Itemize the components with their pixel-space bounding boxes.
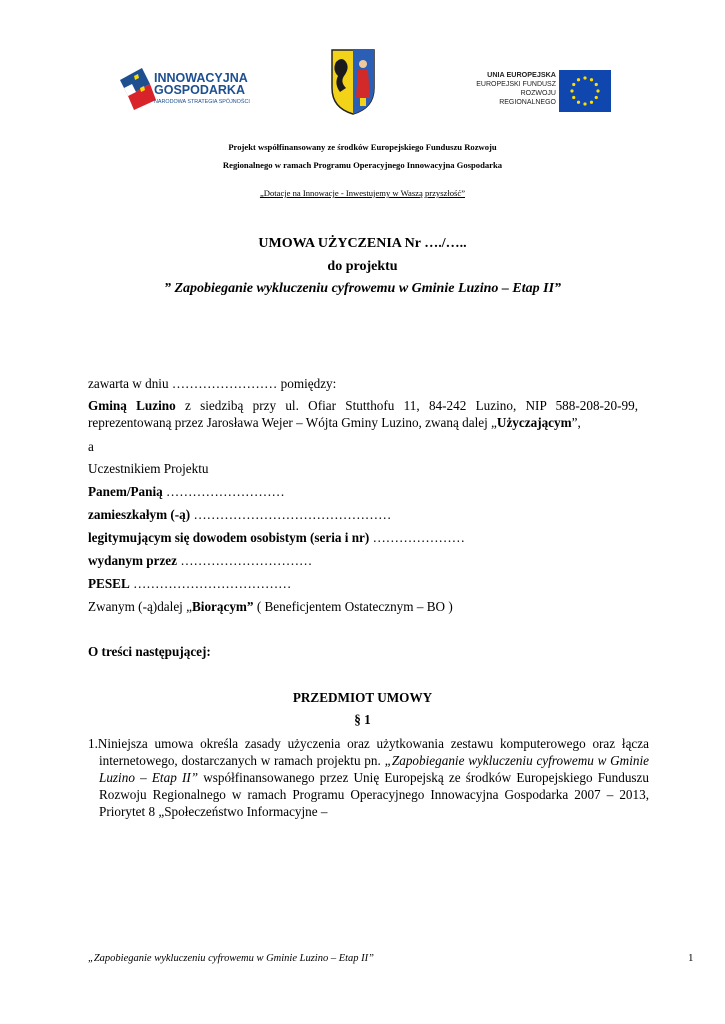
eu-star-icon: [583, 76, 586, 79]
luzino-coat-of-arms: [330, 48, 376, 116]
pesel-field: [88, 575, 638, 592]
gmina-end: ”,: [571, 415, 581, 430]
dowod-label: legitymującym się dowodem osobistym (seria i nr): [88, 530, 370, 545]
paragraph-1-text-a: 1.Niniejsza umowa określa zasady użyczenia oraz użytkowania zestawu komputerowego oraz łącza internetowego, dostarczanych w ramach projektu pn.: [88, 736, 649, 768]
ig-logo-line2: GOSPODARKA: [154, 83, 245, 97]
eu-star-icon: [577, 78, 580, 81]
panem-field: [88, 483, 638, 500]
gmina-name: Gminą Luzino: [88, 398, 176, 413]
wydany-dots: …………………………: [177, 553, 313, 568]
ig-logo-line3: NARODOWA STRATEGIA SPÓJNOŚCI: [154, 99, 250, 105]
panem-label: Panem/Panią: [88, 484, 163, 499]
dowod-dots: …………………: [369, 530, 465, 545]
project-name: ” Zapobieganie wykluczeniu cyfrowemu w Gminie Luzino – Etap II”: [163, 281, 562, 296]
header-line2: Regionalnego w ramach Programu Operacyjnego Innowacyjna Gospodarka: [222, 160, 503, 170]
zawarta-line: zawarta w dniu …………………… pomiędzy:: [88, 376, 337, 391]
eu-star-icon: [590, 101, 593, 104]
eu-star-icon: [583, 102, 586, 105]
footer-title: „Zapobieganie wykluczeniu cyfrowemu w Gminie Luzino – Etap II”: [88, 953, 375, 964]
innowacyjna-gospodarka-logo: [120, 64, 260, 116]
eu-star-icon: [572, 96, 575, 99]
gmina-details: z siedzibą przy ul. Ofiar Stutthofu 11, 84-242 Luzino, NIP 588-208-20-99, reprezentowaną przez Jarosława Wejer – Wójta Gminy Luzino, zwaną dalej „: [88, 398, 638, 430]
eu-logo-line2: EUROPEJSKI FUNDUSZ: [476, 81, 556, 88]
section-heading: PRZEDMIOT UMOWY: [292, 690, 433, 705]
paragraph-1-project: „Zapobieganie wykluczeniu cyfrowemu w Gminie Luzino – Etap II”: [99, 753, 649, 785]
eu-logo: [462, 66, 612, 116]
page-number: 1: [688, 952, 694, 964]
bioracy-term: Biorącym”: [191, 599, 254, 614]
dowod-field: [88, 529, 638, 546]
zwanym-pre: Zwanym (-ą)dalej „: [88, 599, 192, 614]
eu-star-icon: [572, 83, 575, 86]
pesel-dots: ………………………………: [129, 576, 292, 591]
panem-dots: ………………………: [162, 484, 285, 499]
header-line1: Projekt współfinansowany ze środków Europejskiego Funduszu Rozwoju: [228, 142, 497, 152]
eu-logo-line1: UNIA EUROPEJSKA: [487, 70, 556, 79]
zamieszkaly-label: zamieszkałym (-ą): [88, 507, 191, 522]
paragraph-number: § 1: [354, 712, 371, 727]
doc-title: UMOWA UŻYCZENIA Nr …./…..: [258, 236, 467, 251]
a-line: a: [88, 439, 94, 454]
eu-star-icon: [595, 96, 598, 99]
paragraph-1: [88, 735, 649, 820]
zamieszkaly-dots: ………………………………………: [190, 507, 392, 522]
zwanym-line: [88, 598, 638, 615]
header-slogan: „Dotacje na Innowacje - Inwestujemy w Waszą przyszłość”: [259, 188, 466, 198]
wydany-label: wydanym przez: [88, 553, 178, 568]
pesel-label: PESEL: [88, 576, 130, 591]
ig-flag-icon: [120, 66, 156, 116]
paragraph-1-text-b: współfinansowanego przez Unię Europejską ze środków Europejskiego Funduszu Rozwoju Regionalnego w ramach Programu Operacyjnego Innowacyjna Gospodarka 2007 – 2013, Priorytet 8 „Społeczeństwo Informacyjne –: [99, 770, 650, 819]
o-tresci-line: O treści następującej:: [88, 644, 211, 659]
eu-star-icon: [596, 89, 599, 92]
eu-logo-line3: ROZWOJU REGIONALNEGO: [499, 90, 556, 106]
doc-subtitle: do projektu: [327, 259, 398, 274]
uzyczajacy-term: Użyczającym: [496, 415, 572, 430]
uczestnik-line: Uczestnikiem Projektu: [88, 461, 209, 476]
gmina-paragraph: [88, 397, 638, 431]
zwanym-post: ( Beneficjentem Ostatecznym – BO ): [253, 599, 453, 614]
eu-star-icon: [590, 78, 593, 81]
eu-star-icon: [577, 101, 580, 104]
eu-flag-icon: [559, 70, 611, 112]
wydany-field: [88, 552, 638, 569]
ig-logo-line1: INNOWACYJNA: [154, 71, 248, 85]
zamieszkaly-field: [88, 506, 638, 523]
eu-star-icon: [570, 89, 573, 92]
eu-star-icon: [595, 83, 598, 86]
